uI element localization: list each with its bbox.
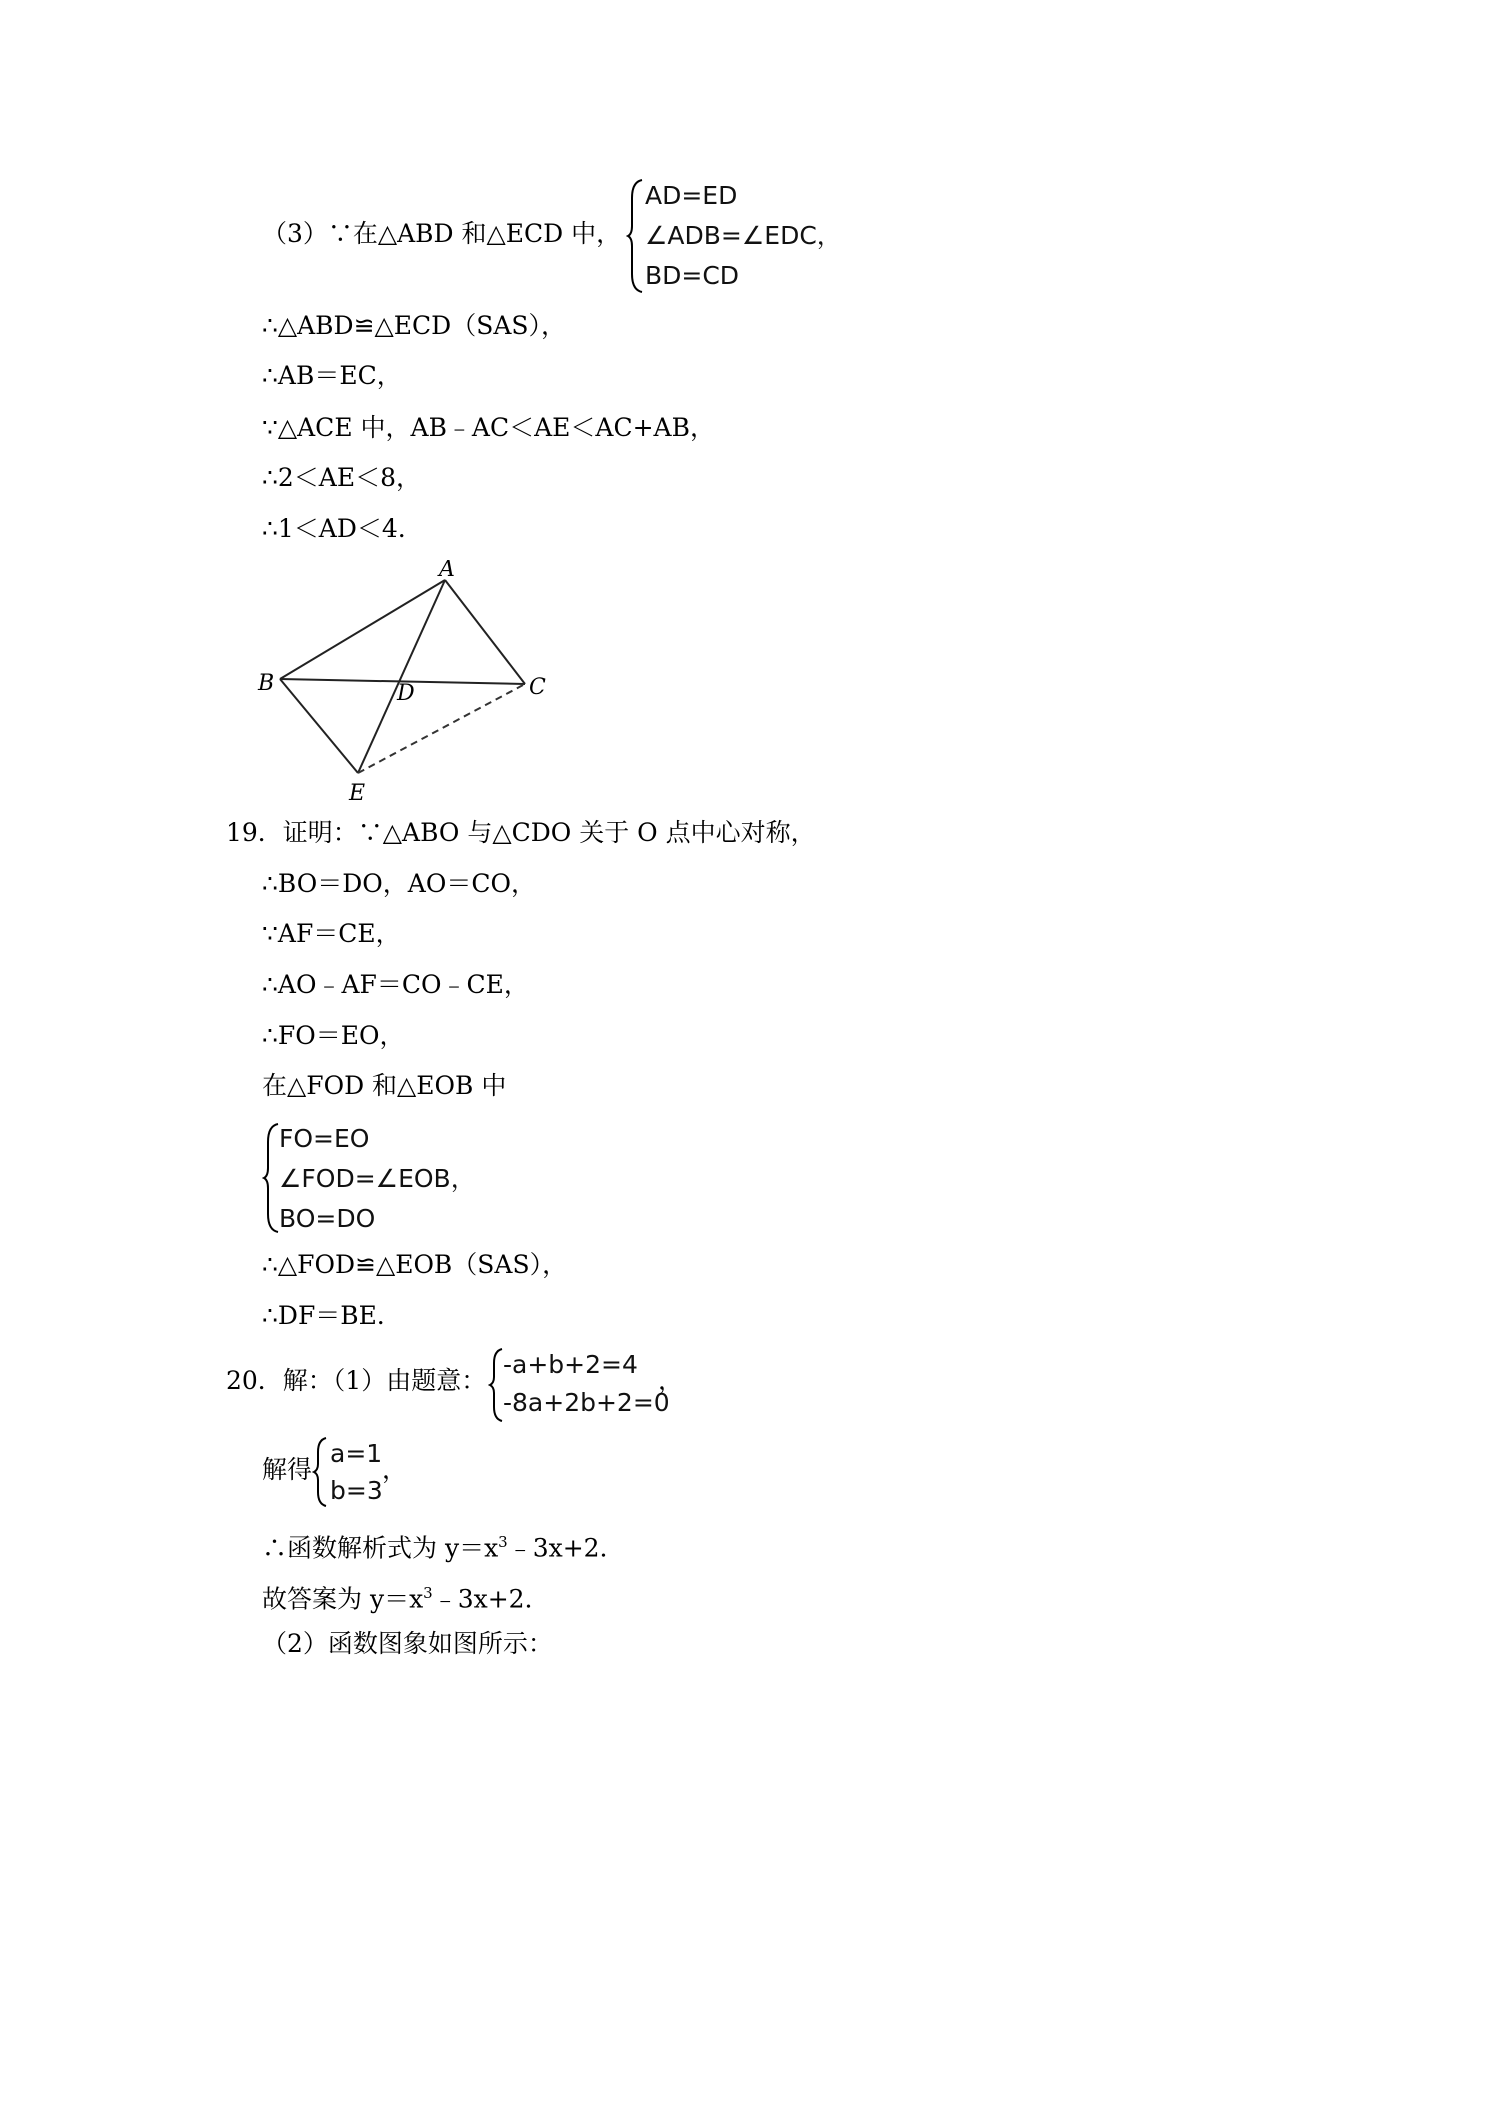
system-line: ∠FOD=∠EOB， bbox=[279, 1164, 476, 1193]
proof-step: ∴AO﹣AF＝CO﹣CE， bbox=[262, 970, 529, 999]
system-line: -a+b+2=4 bbox=[503, 1350, 638, 1379]
left-brace-icon bbox=[312, 1436, 330, 1508]
q20-system-comma: ， bbox=[658, 1366, 684, 1395]
proof-step: ∴BO＝DO，AO＝CO， bbox=[262, 869, 536, 898]
q20-part2: （2）函数图象如图所示： bbox=[262, 1629, 553, 1658]
system-line: FO=EO bbox=[279, 1124, 370, 1153]
formula-prefix: ∴函数解析式为 y＝x bbox=[262, 1533, 499, 1563]
system-line: BD=CD bbox=[645, 261, 740, 290]
system-line: -8a+2b+2=0 bbox=[503, 1388, 670, 1417]
triangle-figure bbox=[250, 560, 570, 810]
system-line: AD=ED bbox=[645, 181, 738, 210]
solve-label: 解得 bbox=[262, 1455, 313, 1484]
answer-exponent: 3 bbox=[423, 1584, 433, 1602]
segment-ab bbox=[280, 580, 445, 679]
q20-intro: 20．解：（1）由题意： bbox=[226, 1366, 487, 1395]
proof-step: ∴△FOD≌△EOB（SAS）， bbox=[262, 1250, 568, 1279]
answer-expression bbox=[262, 1578, 550, 1614]
point-label-d: D bbox=[397, 681, 415, 706]
answer-suffix: ﹣3x+2． bbox=[432, 1584, 550, 1614]
proof-step: 在△FOD 和△EOB 中 bbox=[262, 1071, 507, 1100]
proof-step: ∴1＜AD＜4． bbox=[262, 514, 423, 543]
left-brace-icon bbox=[626, 178, 646, 294]
formula-suffix: ﹣3x+2． bbox=[507, 1533, 625, 1563]
part3-intro: （3）∵在△ABD 和△ECD 中， bbox=[262, 219, 622, 248]
proof-step: ∴2＜AE＜8， bbox=[262, 463, 422, 492]
system-line: a=1 bbox=[330, 1439, 383, 1468]
q19-intro: 19．证明：∵△ABO 与△CDO 关于 O 点中心对称， bbox=[226, 818, 816, 847]
q20-system bbox=[503, 1346, 670, 1422]
formula-exponent: 3 bbox=[498, 1533, 508, 1551]
point-label-e: E bbox=[349, 781, 366, 806]
answer-prefix: 故答案为 y＝x bbox=[262, 1584, 424, 1614]
point-label-b: B bbox=[258, 671, 275, 696]
q20-solution-comma: ， bbox=[382, 1455, 408, 1484]
segment-ec-dashed bbox=[358, 684, 525, 773]
proof-step: ∴AB＝EC， bbox=[262, 361, 402, 390]
q19-system bbox=[279, 1119, 476, 1239]
point-label-c: C bbox=[529, 675, 546, 700]
system-line: BO=DO bbox=[279, 1204, 376, 1233]
function-expression bbox=[262, 1527, 625, 1563]
point-label-a: A bbox=[439, 560, 455, 582]
system-line: b=3 bbox=[330, 1476, 383, 1505]
segment-be bbox=[280, 679, 358, 773]
q20-solution bbox=[330, 1435, 383, 1509]
system-line: ∠ADB=∠EDC， bbox=[645, 221, 842, 250]
segment-ac bbox=[445, 580, 525, 684]
proof-step: ∴△ABD≌△ECD（SAS）， bbox=[262, 311, 567, 340]
proof-step: ∴DF＝BE． bbox=[262, 1301, 402, 1330]
part3-system bbox=[645, 176, 842, 296]
proof-step: ∵△ACE 中，AB﹣AC＜AE＜AC+AB， bbox=[262, 413, 715, 442]
segment-ae bbox=[358, 580, 445, 773]
proof-step: ∵AF＝CE， bbox=[262, 919, 401, 948]
proof-step: ∴FO＝EO， bbox=[262, 1021, 405, 1050]
